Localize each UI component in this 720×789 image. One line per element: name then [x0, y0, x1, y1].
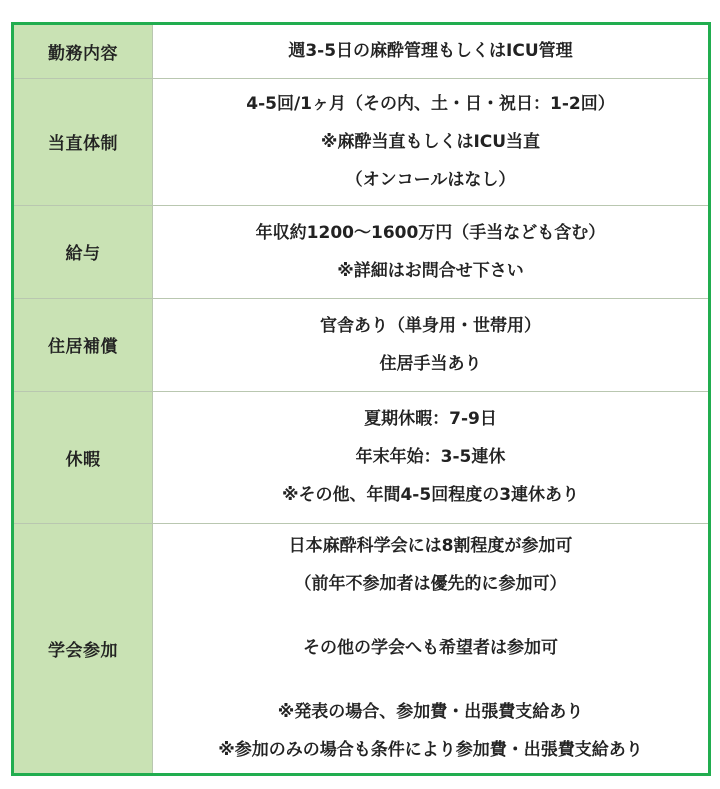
content-line: （オンコールはなし）: [345, 169, 516, 190]
content-line: 住居手当あり: [379, 353, 482, 374]
table-row: [14, 298, 708, 391]
row-content: [153, 523, 709, 773]
content-line: 夏期休暇：7-9日: [364, 409, 497, 429]
content-line: （前年不参加者は優先的に参加可）: [294, 574, 567, 595]
content-line: 年収約1200〜1600万円（手当なども含む）: [255, 222, 606, 243]
content-line: ※麻酔当直もしくはICU当直: [320, 131, 541, 152]
table-row: [14, 25, 708, 78]
table-row: [14, 78, 708, 205]
row-header: 勤務内容: [14, 25, 153, 78]
row-content: [153, 78, 709, 205]
row-header: 当直体制: [14, 78, 153, 205]
row-content: [153, 205, 709, 298]
table-row: [14, 391, 708, 523]
table-row: [14, 205, 708, 298]
row-content: [153, 25, 709, 78]
row-header: 学会参加: [14, 523, 153, 773]
row-header: 休暇: [14, 391, 153, 523]
table-row: [14, 523, 708, 773]
content-line: 年末年始：3-5連休: [355, 447, 506, 467]
spacer: [153, 603, 708, 629]
content-line: ※詳細はお問合せ下さい: [337, 260, 524, 281]
content-line: その他の学会へも希望者は参加可: [303, 638, 558, 659]
content-line: 週3-5日の麻酔管理もしくはICU管理: [288, 41, 573, 62]
row-header: 住居補償: [14, 298, 153, 391]
content-line: 日本麻酔科学会には8割程度が参加可: [288, 536, 573, 557]
content-line: 官舎あり（単身用・世帯用）: [320, 315, 541, 336]
spacer: [153, 667, 708, 693]
conditions-table-frame: [11, 22, 711, 776]
row-content: [153, 298, 709, 391]
content-line: ※発表の場合、参加費・出張費支給あり: [277, 702, 584, 723]
content-line: ※その他、年間4-5回程度の3連休あり: [281, 485, 580, 505]
row-content: [153, 391, 709, 523]
content-line: ※参加のみの場合も条件により参加費・出張費支給あり: [218, 740, 643, 761]
row-header: 給与: [14, 205, 153, 298]
content-line: 4-5回/1ヶ月（その内、土・日・祝日：1-2回）: [246, 93, 615, 114]
conditions-table: [14, 25, 708, 773]
